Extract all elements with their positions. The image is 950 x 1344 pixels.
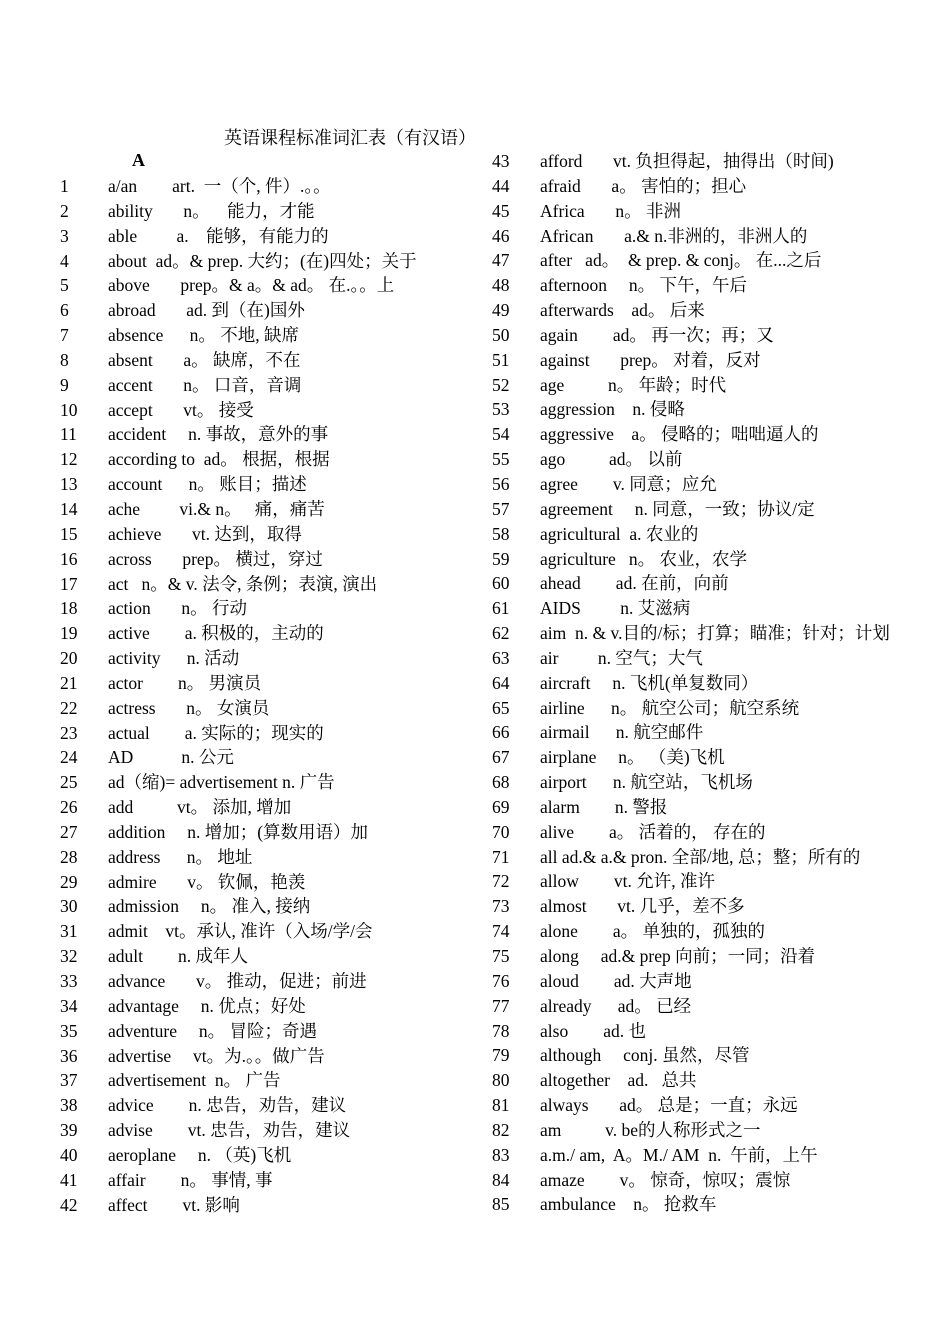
vocab-entry [492,1192,912,1217]
entry-number: 33 [60,971,78,991]
vocab-entry [60,422,480,447]
entry-text: aggression n. 侵略 [540,399,685,420]
vocab-entry [60,994,480,1019]
entry-text: adventure n。 冒险；奇遇 [108,1020,317,1041]
vocab-entry [60,199,480,224]
vocab-entry [492,596,912,621]
vocab-entry [492,720,912,745]
vocab-entry [60,795,480,820]
entry-text: ad（缩)= advertisement n. 广告 [108,772,335,793]
entry-text: about ad。& prep. 大约；(在)四处；关于 [108,250,417,271]
vocab-entry [60,497,480,522]
entry-text: ache vi.& n。 痛，痛苦 [108,498,325,519]
vocab-entry [60,348,480,373]
vocab-entry [492,944,912,969]
vocab-entry [60,870,480,895]
vocab-entry [60,1168,480,1193]
vocab-entry [492,174,912,199]
entry-number: 71 [492,846,510,867]
entry-number: 14 [60,498,78,519]
vocab-entry [60,621,480,646]
entry-text: AD n. 公元 [108,747,234,768]
entry-number: 27 [60,821,78,842]
vocab-entry [60,1193,480,1218]
entry-text: age n。 年龄；时代 [540,374,727,395]
vocab-entry [60,1143,480,1168]
entry-number: 3 [60,225,69,246]
vocab-entry [492,472,912,497]
entry-text: admit vt。承认, 准许（入场/学/会 [108,921,373,942]
vocab-entry [60,472,480,497]
entry-number: 8 [60,349,69,370]
entry-number: 28 [60,846,78,867]
entry-number: 80 [492,1070,510,1091]
vocab-entry [492,1118,912,1143]
vocab-entry [60,745,480,770]
entry-number: 61 [492,598,510,619]
vocab-entry [60,721,480,746]
vocab-entry [492,1093,912,1118]
vocab-entry [60,820,480,845]
entry-number: 82 [492,1119,510,1140]
vocab-entry [60,572,480,597]
entry-text: accept vt。 接受 [108,399,254,420]
entry-number: 11 [60,424,77,445]
vocab-entry [492,1068,912,1093]
entry-number: 70 [492,821,510,842]
entry-number: 83 [492,1144,510,1165]
entry-number: 84 [492,1169,510,1190]
vocab-entry [492,397,912,422]
entry-text: always ad。 总是；一直；永远 [540,1095,798,1116]
entry-number: 57 [492,498,510,519]
entry-text: aim n. & v.目的/标；打算；瞄准；针对；计划 [540,623,890,644]
vocab-entry [60,398,480,423]
entry-number: 21 [60,672,78,693]
entry-number: 81 [492,1095,510,1116]
entry-text: agreement n. 同意，一致；协议/定 [540,498,815,519]
vocab-entry [492,571,912,596]
entry-number: 39 [60,1120,78,1141]
vocab-entry [492,248,912,273]
entry-number: 45 [492,200,510,221]
entry-text: ahead ad. 在前，向前 [540,573,729,594]
page-title: 英语课程标准词汇表（有汉语） [224,128,476,148]
entry-number: 17 [60,573,78,594]
entry-number: 5 [60,275,69,296]
entry-text: active a. 积极的，主动的 [108,623,324,644]
entry-number: 12 [60,449,78,470]
entry-number: 1 [60,176,69,196]
entry-number: 77 [492,995,510,1016]
vocab-entry [60,1019,480,1044]
entry-text: aeroplane n. （英)飞机 [108,1144,292,1165]
entry-text: a.m./ am, A。M./ AM n. 午前，上午 [540,1144,818,1165]
entry-text: aircraft n. 飞机(单复数同） [540,672,759,693]
entry-text: afraid a。 害怕的；担心 [540,175,747,196]
entry-text: add vt。 添加, 增加 [108,797,292,818]
entry-text: ability n。 能力，才能 [108,200,315,221]
vocab-entry [60,671,480,696]
vocab-entry [492,522,912,547]
entry-text: across prep。 横过，穿过 [108,548,323,569]
entry-number: 7 [60,325,69,346]
entry-text: account n。 账目；描述 [108,474,307,495]
vocab-entry [492,1019,912,1044]
vocab-entry [492,845,912,870]
vocab-entry [492,149,912,174]
vocab-entry [492,795,912,820]
vocab-entry [492,348,912,373]
entry-text: already ad。 已经 [540,995,692,1016]
entry-number: 56 [492,473,510,494]
entry-number: 66 [492,722,510,743]
entry-text: activity n. 活动 [108,648,240,669]
entry-text: above prep。& a。& ad。 在.。。上 [108,275,395,296]
entry-number: 23 [60,722,78,743]
vocab-entry [60,969,480,994]
entry-number: 6 [60,300,69,321]
entry-number: 48 [492,275,510,296]
entry-number: 4 [60,250,69,271]
entry-text: agree v. 同意；应允 [540,473,717,494]
entry-text: admire v。 钦佩，艳羡 [108,871,306,892]
entry-text: advertise vt。为.。。做广告 [108,1045,325,1066]
entry-text: am v. be的人称形式之一 [540,1119,761,1140]
vocab-entry [492,1043,912,1068]
vocab-entry [492,1143,912,1168]
entry-number: 69 [492,796,510,817]
entry-number: 74 [492,921,510,942]
entry-number: 15 [60,523,78,544]
vocab-entry [492,1168,912,1193]
entry-number: 78 [492,1020,510,1041]
entry-text: affair n。 事情, 事 [108,1169,273,1190]
vocab-entry [492,820,912,845]
vocab-entry [60,919,480,944]
entry-text: advertisement n。 广告 [108,1070,281,1091]
entry-number: 50 [492,324,510,345]
entry-number: 42 [60,1194,78,1215]
entry-number: 46 [492,225,510,246]
vocab-entry [60,845,480,870]
entry-number: 18 [60,598,78,619]
entry-text: advise vt. 忠告，劝告，建议 [108,1120,351,1141]
entry-text: afterwards ad。 后来 [540,300,705,321]
entry-text: ago ad。 以前 [540,449,683,470]
entry-number: 19 [60,623,78,644]
entry-text: absent a。 缺席，不在 [108,349,301,370]
entry-text: again ad。 再一次；再；又 [540,324,774,345]
entry-text: achieve vt. 达到，取得 [108,523,302,544]
entry-number: 25 [60,772,78,793]
entry-number: 60 [492,573,510,594]
entry-text: able a. 能够，有能力的 [108,225,329,246]
entry-number: 36 [60,1045,78,1066]
vocab-entry [492,547,912,572]
entry-text: absence n。 不地, 缺席 [108,325,300,346]
entry-number: 30 [60,896,78,917]
vocab-entry [60,596,480,621]
vocab-entry [60,770,480,795]
entry-text: agricultural a. 农业的 [540,523,699,544]
entry-number: 44 [492,175,510,196]
vocab-entry [60,547,480,572]
entry-number: 53 [492,399,510,420]
vocab-entry [60,522,480,547]
vocab-entry [492,696,912,721]
entry-text: airplane n。 （美)飞机 [540,747,725,768]
vocab-entry [60,1044,480,1069]
entry-text: affect vt. 影响 [108,1194,240,1215]
entry-number: 72 [492,871,510,892]
entry-number: 43 [492,151,510,171]
entry-number: 55 [492,449,510,470]
entry-text: adult n. 成年人 [108,946,248,967]
entry-text: advice n. 忠告，劝告，建议 [108,1095,347,1116]
entry-text: agriculture n。 农业，农学 [540,548,748,569]
entry-number: 73 [492,896,510,917]
entry-number: 67 [492,747,510,768]
vocab-entry [492,224,912,249]
entry-text: aloud ad. 大声地 [540,970,692,991]
entry-number: 65 [492,697,510,718]
entry-number: 31 [60,921,78,942]
entry-number: 32 [60,946,78,967]
vocab-entry [60,447,480,472]
left-vocab-column [60,174,480,1217]
vocab-entry [492,745,912,770]
right-vocab-column [492,149,912,1217]
entry-text: afternoon n。 下午，午后 [540,275,748,296]
entry-text: after ad。 & prep. & conj。 在...之后 [540,250,822,271]
entry-number: 22 [60,697,78,718]
entry-number: 26 [60,797,78,818]
entry-text: almost vt. 几乎，差不多 [540,896,745,917]
vocab-entry [60,298,480,323]
entry-text: airline n。 航空公司；航空系统 [540,697,800,718]
vocab-entry [492,373,912,398]
entry-text: accident n. 事故，意外的事 [108,424,329,445]
entry-number: 41 [60,1169,78,1190]
vocab-entry [60,646,480,671]
entry-number: 85 [492,1194,510,1215]
entry-number: 35 [60,1020,78,1041]
vocab-entry [60,1118,480,1143]
entry-text: admission n。 准入, 接纳 [108,896,311,917]
vocab-entry [492,894,912,919]
entry-text: allow vt. 允许, 准许 [540,871,715,892]
vocab-entry [60,1068,480,1093]
entry-number: 59 [492,548,510,569]
entry-number: 75 [492,946,510,966]
entry-text: alone a。 单独的，孤独的 [540,921,766,942]
vocab-entry [492,199,912,224]
vocab-entry [492,969,912,994]
vocab-entry [60,273,480,298]
entry-number: 49 [492,300,510,321]
vocab-entry [492,994,912,1019]
vocab-entry [492,298,912,323]
entry-text: Africa n。 非洲 [540,200,681,221]
entry-number: 20 [60,648,78,669]
entry-text: abroad ad. 到（在)国外 [108,300,305,321]
vocab-entry [60,944,480,969]
vocab-entry [60,224,480,249]
entry-text: advance v。 推动，促进；前进 [108,971,367,991]
entry-text: action n。 行动 [108,598,248,619]
entry-text: airmail n. 航空邮件 [540,722,704,743]
entry-number: 10 [60,399,78,420]
section-letter: A [132,150,145,170]
entry-text: although conj. 虽然，尽管 [540,1045,750,1066]
entry-text: addition n. 增加；(算数用语）加 [108,821,369,842]
entry-text: altogether ad. 总共 [540,1070,697,1091]
entry-number: 9 [60,374,69,395]
entry-text: air n. 空气；大气 [540,647,703,668]
vocab-entry [492,621,912,646]
entry-text: actress n。 女演员 [108,697,270,718]
vocab-entry [492,323,912,348]
entry-text: alive a。 活着的， 存在的 [540,821,766,842]
entry-text: address n。 地址 [108,846,253,867]
entry-number: 54 [492,424,510,445]
vocab-entry [492,447,912,472]
entry-number: 40 [60,1144,78,1165]
entry-text: amaze v。 惊奇，惊叹；震惊 [540,1169,791,1190]
entry-number: 51 [492,349,510,370]
entry-number: 62 [492,623,510,644]
entry-text: AIDS n. 艾滋病 [540,598,691,619]
vocab-entry [492,770,912,795]
vocab-entry [60,1093,480,1118]
entry-text: a/an art. 一（个, 件）.。。 [108,176,331,196]
vocab-entry [492,671,912,696]
vocab-entry [492,646,912,671]
entry-text: ambulance n。 抢救车 [540,1194,717,1215]
vocab-entry [492,422,912,447]
vocab-entry [60,323,480,348]
entry-text: actor n。 男演员 [108,672,262,693]
entry-text: along ad.& prep 向前；一同；沿着 [540,946,816,966]
entry-number: 34 [60,995,78,1016]
entry-number: 2 [60,200,69,221]
entry-number: 37 [60,1070,78,1091]
vocab-entry [60,249,480,274]
entry-text: against prep。 对着，反对 [540,349,761,370]
entry-number: 29 [60,871,78,892]
vocab-entry [492,869,912,894]
entry-number: 68 [492,772,510,793]
entry-text: accent n。 口音，音调 [108,374,302,395]
vocab-entry [60,174,480,199]
entry-text: afford vt. 负担得起，抽得出（时间) [540,151,834,171]
entry-text: according to ad。 根据，根据 [108,449,330,470]
entry-number: 16 [60,548,78,569]
entry-number: 79 [492,1045,510,1066]
entry-number: 58 [492,523,510,544]
entry-number: 76 [492,970,510,991]
vocab-entry [60,696,480,721]
entry-text: also ad. 也 [540,1020,646,1041]
vocab-entry [492,273,912,298]
entry-number: 24 [60,747,78,768]
vocab-entry [60,373,480,398]
entry-text: African a.& n.非洲的，非洲人的 [540,225,808,246]
vocab-entry [60,894,480,919]
entry-text: actual a. 实际的；现实的 [108,722,324,743]
entry-text: alarm n. 警报 [540,796,668,817]
entry-number: 63 [492,647,510,668]
entry-text: aggressive a。 侵略的；咄咄逼人的 [540,424,819,445]
entry-text: act n。& v. 法令, 条例；表演, 演出 [108,573,378,594]
entry-text: advantage n. 优点；好处 [108,995,306,1016]
entry-text: airport n. 航空站，飞机场 [540,772,753,793]
vocab-entry [492,497,912,522]
entry-number: 13 [60,474,78,495]
entry-text: all ad.& a.& pron. 全部/地, 总；整；所有的 [540,846,861,867]
entry-number: 38 [60,1095,78,1116]
entry-number: 64 [492,672,510,693]
entry-number: 47 [492,250,510,271]
vocab-entry [492,919,912,944]
entry-number: 52 [492,374,510,395]
